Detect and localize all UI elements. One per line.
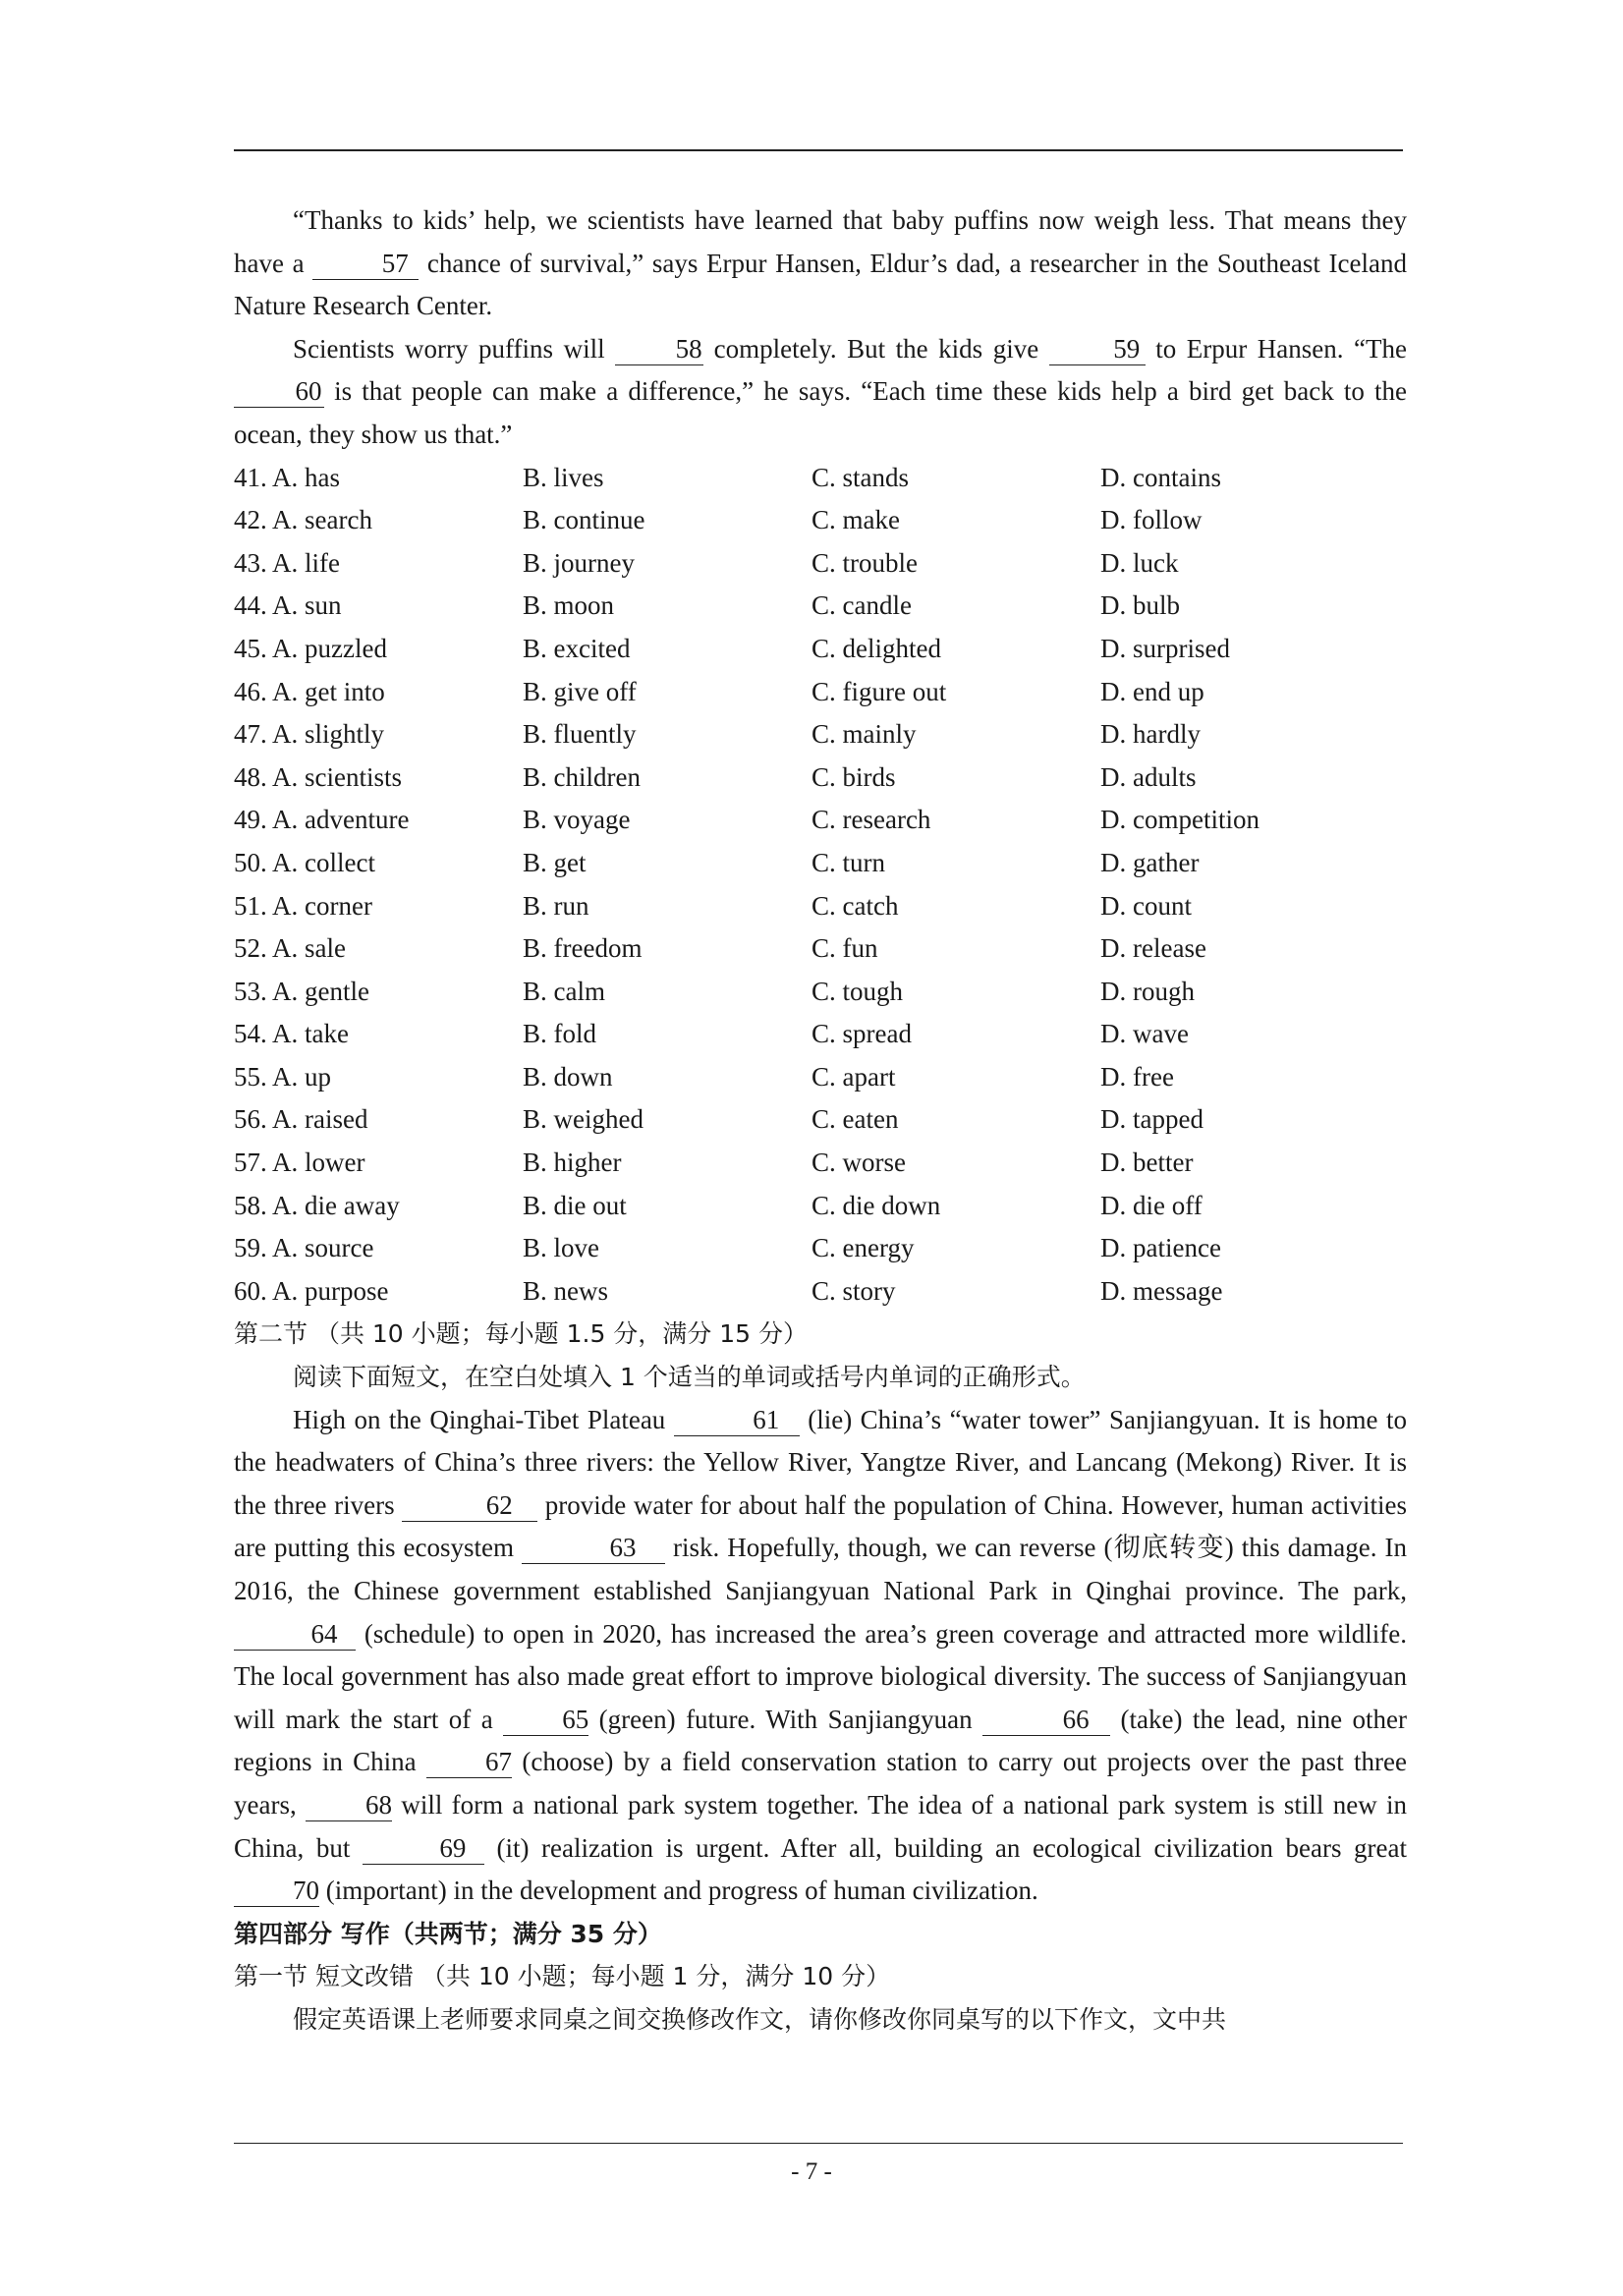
option-row	[234, 499, 1407, 542]
section2-instruction: 阅读下面短文，在空白处填入 1 个适当的单词或括号内单词的正确形式。	[293, 1363, 1086, 1392]
option-cell: C. fun	[812, 933, 878, 964]
option-cell: 58. A. die away	[234, 1190, 400, 1220]
text-span: “Thanks to kids’ help, we scientists have learned that baby puffins now weigh less. That means they have a	[234, 205, 1407, 278]
option-cell: C. energy	[812, 1233, 915, 1263]
option-cell: B. weighed	[523, 1104, 644, 1135]
blank-65: 65	[503, 1705, 588, 1736]
option-cell: B. excited	[523, 633, 631, 663]
option-cell: 41. A. has	[234, 462, 340, 492]
option-cell: C. delighted	[812, 633, 941, 663]
page-number: - 7 -	[791, 2158, 832, 2185]
option-cell: B. lives	[523, 462, 604, 492]
option-cell: 45. A. puzzled	[234, 633, 387, 663]
option-cell: C. turn	[812, 847, 886, 877]
option-row	[234, 457, 1407, 500]
option-cell: C. tough	[812, 976, 904, 1006]
option-cell: B. down	[523, 1061, 613, 1092]
option-cell: C. catch	[812, 890, 899, 921]
option-row	[234, 1142, 1407, 1185]
option-cell: D. release	[1100, 933, 1206, 964]
option-row	[234, 971, 1407, 1014]
option-row	[234, 542, 1407, 586]
blank-69: 69	[363, 1833, 484, 1865]
option-cell: D. count	[1100, 890, 1192, 921]
option-row	[234, 585, 1407, 628]
option-cell: D. message	[1100, 1275, 1223, 1306]
option-cell: C. make	[812, 505, 900, 535]
option-cell: C. stands	[812, 462, 910, 492]
option-cell: D. patience	[1100, 1233, 1221, 1263]
text-span: provide water for about half the population of China. However, human activities are putting this ecosystem	[234, 1489, 1407, 1563]
option-cell: C. die down	[812, 1190, 941, 1220]
option-row	[234, 885, 1407, 928]
text-span: (important) in the development and progress of human civilization.	[319, 1876, 1038, 1906]
paragraph-61-70	[234, 1399, 1407, 1913]
option-cell: B. children	[523, 761, 641, 792]
option-cell: B. news	[523, 1275, 608, 1306]
text-span: is that people can make a difference,” he says. “Each time these kids help a bird get back to the ocean, they show us that.”	[234, 376, 1407, 449]
options-table	[234, 457, 1407, 1314]
page-content	[234, 199, 1407, 2042]
option-cell: C. trouble	[812, 547, 918, 578]
section2-heading: 第二节 （共 10 小题；每小题 1.5 分，满分 15 分）	[234, 1319, 809, 1349]
option-row	[234, 842, 1407, 885]
option-cell: B. die out	[523, 1190, 627, 1220]
blank-67: 67	[426, 1747, 512, 1778]
option-cell: D. end up	[1100, 676, 1204, 706]
part4-heading: 第四部分 写作（共两节；满分 35 分）	[234, 1919, 662, 1948]
text-span: will form a national park system together. The idea of a national park system is still new in China, but	[234, 1789, 1408, 1863]
text-span: completely. But the kids give	[703, 333, 1049, 364]
option-cell: 47. A. slightly	[234, 719, 385, 750]
text-span: (it) realization is urgent. After all, building an ecological civilization bears great	[483, 1832, 1407, 1863]
option-cell: C. story	[812, 1275, 896, 1306]
option-cell: 44. A. sun	[234, 590, 342, 621]
option-cell: 60. A. purpose	[234, 1275, 389, 1306]
option-cell: 59. A. source	[234, 1233, 374, 1263]
blank-57: 57	[312, 249, 419, 280]
blank-66: 66	[982, 1705, 1110, 1736]
option-cell: C. figure out	[812, 676, 947, 706]
option-cell: B. moon	[523, 590, 615, 621]
option-row	[234, 756, 1407, 800]
option-cell: D. bulb	[1100, 590, 1180, 621]
option-cell: D. follow	[1100, 505, 1203, 535]
footer-rule	[234, 2143, 1403, 2144]
part4-instruction: 假定英语课上老师要求同桌之间交换修改作文，请你修改你同桌写的以下作文，文中共	[293, 2004, 1227, 2034]
option-cell: C. eaten	[812, 1104, 899, 1135]
paragraph-57	[234, 199, 1407, 328]
option-cell: B. higher	[523, 1148, 622, 1178]
option-cell: C. candle	[812, 590, 912, 621]
header-rule	[234, 149, 1403, 151]
option-cell: B. love	[523, 1233, 599, 1263]
option-cell: 54. A. take	[234, 1019, 349, 1049]
text-span: risk. Hopefully, though, we can reverse (彻底转变) this damage. In 2016, the Chinese government established Sanjiangyuan National Park in Qinghai province. The park,	[234, 1533, 1407, 1605]
option-cell: D. rough	[1100, 976, 1195, 1006]
blank-59: 59	[1049, 334, 1146, 365]
option-row	[234, 713, 1407, 756]
option-cell: C. birds	[812, 761, 896, 792]
blank-61: 61	[674, 1405, 800, 1436]
text-span: High on the Qinghai-Tibet Plateau	[293, 1404, 674, 1434]
option-cell: D. gather	[1100, 847, 1200, 877]
option-row	[234, 1270, 1407, 1314]
option-cell: 52. A. sale	[234, 933, 346, 964]
blank-60: 60	[234, 376, 324, 408]
option-cell: D. competition	[1100, 805, 1259, 835]
option-row	[234, 1013, 1407, 1056]
text-span: (choose) by a field conservation station to carry out projects over the past three years,	[234, 1747, 1407, 1820]
text-span: (lie) China’s “water tower” Sanjiangyuan. It is home to the headwaters of China’s three rivers: the Yellow River, Yangtze River, and Lancang (Mekong) River. It is the three rivers	[234, 1404, 1407, 1520]
option-cell: D. die off	[1100, 1190, 1203, 1220]
option-cell: D. surprised	[1100, 633, 1230, 663]
option-cell: D. luck	[1100, 547, 1179, 578]
blank-62: 62	[402, 1490, 537, 1522]
option-cell: B. run	[523, 890, 589, 921]
text-span: (green) future. With Sanjiangyuan	[588, 1704, 983, 1734]
option-cell: C. apart	[812, 1061, 896, 1092]
option-cell: 56. A. raised	[234, 1104, 368, 1135]
option-cell: B. voyage	[523, 805, 631, 835]
option-cell: B. give off	[523, 676, 637, 706]
blank-70: 70	[234, 1876, 319, 1907]
option-cell: C. spread	[812, 1019, 912, 1049]
option-cell: B. freedom	[523, 933, 643, 964]
option-row	[234, 671, 1407, 714]
blank-64: 64	[234, 1619, 356, 1651]
option-cell: 57. A. lower	[234, 1148, 365, 1178]
part4-section1-heading: 第一节 短文改错 （共 10 小题；每小题 1 分，满分 10 分）	[234, 1962, 891, 1991]
option-row	[234, 1227, 1407, 1270]
option-cell: C. worse	[812, 1148, 906, 1178]
option-cell: D. free	[1100, 1061, 1174, 1092]
option-cell: D. hardly	[1100, 719, 1201, 750]
option-cell: D. wave	[1100, 1019, 1189, 1049]
option-cell: B. continue	[523, 505, 645, 535]
blank-68: 68	[306, 1790, 392, 1821]
option-cell: B. get	[523, 847, 587, 877]
option-row	[234, 1185, 1407, 1228]
paragraph-58-60	[234, 328, 1407, 457]
option-cell: 51. A. corner	[234, 890, 372, 921]
blank-58: 58	[615, 334, 703, 365]
option-row	[234, 799, 1407, 842]
option-row	[234, 1098, 1407, 1142]
option-row	[234, 927, 1407, 971]
option-cell: B. fold	[523, 1019, 597, 1049]
option-cell: 53. A. gentle	[234, 976, 369, 1006]
option-cell: 55. A. up	[234, 1061, 332, 1092]
option-cell: D. tapped	[1100, 1104, 1203, 1135]
option-cell: C. mainly	[812, 719, 917, 750]
text-span: (schedule) to open in 2020, has increased the area’s green coverage and attracted more wildlife. The local government has also made great effort to improve biological diversity. The success of Sanjiangyuan will mark the start of a	[234, 1618, 1407, 1734]
text-span: chance of survival,” says Erpur Hansen, Eldur’s dad, a researcher in the Southeast Iceland Nature Research Center.	[234, 248, 1408, 321]
option-cell: 50. A. collect	[234, 847, 375, 877]
option-cell: D. contains	[1100, 462, 1221, 492]
option-cell: 49. A. adventure	[234, 805, 410, 835]
option-cell: 43. A. life	[234, 547, 340, 578]
option-cell: D. adults	[1100, 761, 1197, 792]
text-span: (take) the lead, nine other regions in China	[234, 1704, 1407, 1777]
option-cell: B. journey	[523, 547, 635, 578]
option-cell: 46. A. get into	[234, 676, 385, 706]
option-cell: D. better	[1100, 1148, 1194, 1178]
option-cell: 42. A. search	[234, 505, 372, 535]
option-cell: B. calm	[523, 976, 605, 1006]
option-row	[234, 1056, 1407, 1099]
option-row	[234, 628, 1407, 671]
text-span: to Erpur Hansen. “The	[1145, 333, 1407, 364]
option-cell: C. research	[812, 805, 931, 835]
option-cell: 48. A. scientists	[234, 761, 403, 792]
blank-63: 63	[522, 1533, 665, 1564]
text-span: Scientists worry puffins will	[293, 333, 616, 364]
option-cell: B. fluently	[523, 719, 637, 750]
